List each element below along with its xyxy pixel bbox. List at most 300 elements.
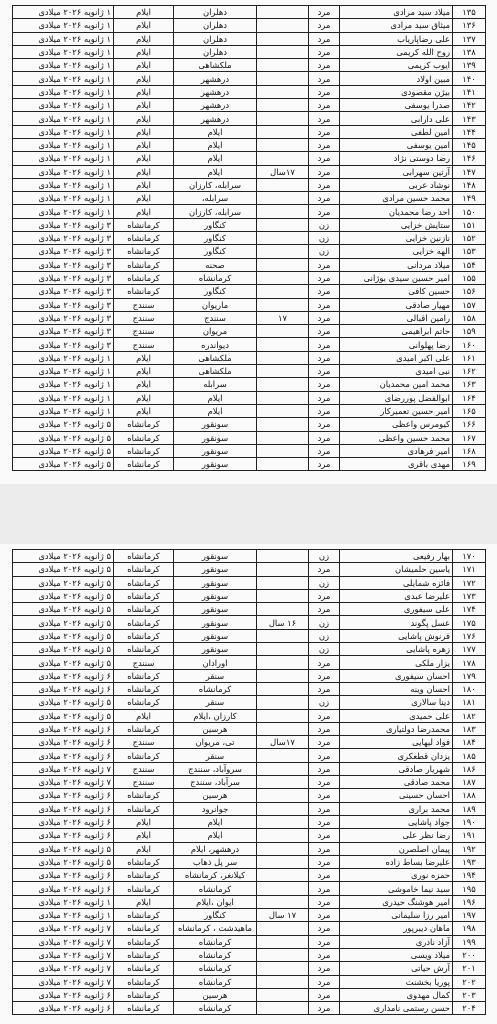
province-cell: کرمانشاه	[114, 616, 174, 629]
date-cell: ۱ ژانویه ۲۰۲۶ میلادی	[13, 6, 114, 19]
table-row	[13, 311, 486, 324]
city-cell: ایلام	[174, 138, 257, 151]
row-number-cell: ۱۴۴	[453, 125, 486, 138]
city-cell: هرسین	[174, 722, 257, 735]
province-cell: کرمانشاه	[114, 922, 174, 935]
city-cell: سنقر	[174, 696, 257, 709]
province-cell: کرمانشاه	[114, 882, 174, 895]
person-name-cell: ایوب کریمی	[340, 59, 453, 72]
city-cell: ایلام	[174, 165, 257, 178]
table-row	[13, 709, 486, 722]
age-cell	[257, 682, 309, 695]
row-number-cell: ۱۵۴	[453, 258, 486, 271]
gender-cell: مرد	[309, 298, 340, 311]
city-cell: کرمانشاه	[174, 935, 257, 948]
table-row	[13, 882, 486, 895]
city-cell: سنندج	[174, 311, 257, 324]
city-cell: سونقور	[174, 643, 257, 656]
person-name-cell: میلاد سید مرادی	[340, 6, 453, 19]
table-row	[13, 232, 486, 245]
city-cell: کرمانشاه	[174, 962, 257, 975]
table-row	[13, 988, 486, 1001]
province-cell: ایلام	[114, 391, 174, 404]
age-cell	[257, 365, 309, 378]
row-number-cell: ۱۵۸	[453, 311, 486, 324]
person-name-cell: پوریا بخشنت	[340, 975, 453, 988]
date-cell: ۳ ژانویه ۲۰۲۶ میلادی	[13, 298, 114, 311]
date-cell: ۶ ژانویه ۲۰۲۶ میلادی	[13, 802, 114, 815]
city-cell: کیلانغر، کرمانشاه	[174, 869, 257, 882]
age-cell	[257, 922, 309, 935]
row-number-cell: ۱۵۶	[453, 285, 486, 298]
table-row	[13, 776, 486, 789]
table-row	[13, 736, 486, 749]
table-row	[13, 603, 486, 616]
province-cell: کرمانشاه	[114, 218, 174, 231]
age-cell	[257, 338, 309, 351]
date-cell: ۵ ژانویه ۲۰۲۶ میلادی	[13, 629, 114, 642]
age-cell	[257, 1002, 309, 1015]
province-cell: ایلام	[114, 99, 174, 112]
gender-cell: زن	[309, 643, 340, 656]
province-cell: ایلام	[114, 45, 174, 58]
city-cell: سونقور	[174, 603, 257, 616]
person-name-cell: میلاد ویسی	[340, 948, 453, 961]
province-cell: کرمانشاه	[114, 975, 174, 988]
table-row	[13, 935, 486, 948]
table-row	[13, 245, 486, 258]
age-cell	[257, 669, 309, 682]
gender-cell: مرد	[309, 431, 340, 444]
date-cell: ۵ ژانویه ۲۰۲۶ میلادی	[13, 550, 114, 563]
row-number-cell: ۱۸۹	[453, 802, 486, 815]
age-cell: ۱۷ سال	[257, 909, 309, 922]
age-cell	[257, 458, 309, 471]
province-cell: ایلام	[114, 829, 174, 842]
age-cell	[257, 6, 309, 19]
table-row	[13, 391, 486, 404]
table-row	[13, 72, 486, 85]
table-row	[13, 178, 486, 191]
city-cell: سونقور	[174, 418, 257, 431]
row-number-cell: ۱۸۵	[453, 749, 486, 762]
city-cell: سونقور	[174, 444, 257, 457]
table-row	[13, 19, 486, 32]
row-number-cell: ۱۵۰	[453, 205, 486, 218]
date-cell: ۱ ژانویه ۲۰۲۶ میلادی	[13, 152, 114, 165]
date-cell: ۱ ژانویه ۲۰۲۶ میلادی	[13, 59, 114, 72]
row-number-cell: ۱۶۷	[453, 431, 486, 444]
date-cell: ۶ ژانویه ۲۰۲۶ میلادی	[13, 669, 114, 682]
date-cell: ۶ ژانویه ۲۰۲۶ میلادی	[13, 736, 114, 749]
person-name-cell: بیژن مقصودی	[340, 85, 453, 98]
table-row	[13, 365, 486, 378]
gender-cell: مرد	[309, 325, 340, 338]
row-number-cell: ۱۷۶	[453, 629, 486, 642]
age-cell	[257, 85, 309, 98]
date-cell: ۵ ژانویه ۲۰۲۶ میلادی	[13, 431, 114, 444]
city-cell: سرابله	[174, 378, 257, 391]
person-name-cell: دینا سالاری	[340, 696, 453, 709]
table-row	[13, 325, 486, 338]
table-row	[13, 550, 486, 563]
table-row	[13, 418, 486, 431]
city-cell: ملکشاهی	[174, 365, 257, 378]
age-cell	[257, 99, 309, 112]
row-number-cell: ۱۷۴	[453, 603, 486, 616]
table-row	[13, 404, 486, 417]
row-number-cell: ۲۰۱	[453, 962, 486, 975]
date-cell: ۶ ژانویه ۲۰۲۶ میلادی	[13, 722, 114, 735]
province-cell: ایلام	[114, 72, 174, 85]
row-number-cell: ۱۹۹	[453, 935, 486, 948]
province-cell: ایلام	[114, 32, 174, 45]
row-number-cell: ۱۳۹	[453, 59, 486, 72]
gender-cell: مرد	[309, 789, 340, 802]
date-cell: ۱ ژانویه ۲۰۲۶ میلادی	[13, 365, 114, 378]
city-cell: ایوان ،ایلام	[174, 895, 257, 908]
gender-cell: مرد	[309, 1002, 340, 1015]
city-cell: سونقور	[174, 589, 257, 602]
row-number-cell: ۱۷۹	[453, 669, 486, 682]
table-row	[13, 431, 486, 444]
person-name-cell: زهره پاشایی	[340, 643, 453, 656]
table-row	[13, 616, 486, 629]
date-cell: ۵ ژانویه ۲۰۲۶ میلادی	[13, 576, 114, 589]
row-number-cell: ۱۷۸	[453, 656, 486, 669]
city-cell: دهلران	[174, 45, 257, 58]
person-name-cell: مهدی باقری	[340, 458, 453, 471]
person-name-cell: رضا پهلوانی	[340, 338, 453, 351]
age-cell	[257, 232, 309, 245]
date-cell: ۱ ژانویه ۲۰۲۶ میلادی	[13, 192, 114, 205]
province-cell: کرمانشاه	[114, 271, 174, 284]
person-name-cell: میلاد مردانی	[340, 258, 453, 271]
gender-cell: مرد	[309, 736, 340, 749]
date-cell: ۳ ژانویه ۲۰۲۶ میلادی	[13, 311, 114, 324]
province-cell: سنندج	[114, 325, 174, 338]
city-cell: هرسین	[174, 988, 257, 1001]
age-cell: ۱۷سال	[257, 165, 309, 178]
date-cell: ۶ ژانویه ۲۰۲۶ میلادی	[13, 815, 114, 828]
province-cell: کرمانشاه	[114, 245, 174, 258]
row-number-cell: ۲۰۰	[453, 948, 486, 961]
row-number-cell: ۱۵۷	[453, 298, 486, 311]
person-name-cell: میثاق سید مرادی	[340, 19, 453, 32]
age-cell	[257, 418, 309, 431]
age-cell	[257, 576, 309, 589]
city-cell: دهلران	[174, 32, 257, 45]
province-cell: سنندج	[114, 762, 174, 775]
person-name-cell: احسان وینه	[340, 682, 453, 695]
person-name-cell: علی رضاپاریاب	[340, 32, 453, 45]
province-cell: کرمانشاه	[114, 962, 174, 975]
province-cell: سنندج	[114, 736, 174, 749]
province-cell: ایلام	[114, 365, 174, 378]
city-cell: سرابله،	[174, 192, 257, 205]
province-cell: ایلام	[114, 125, 174, 138]
row-number-cell: ۱۴۲	[453, 99, 486, 112]
province-cell: کرمانشاه	[114, 458, 174, 471]
age-cell	[257, 855, 309, 868]
age-cell: ۱۷سال	[257, 736, 309, 749]
date-cell: ۶ ژانویه ۲۰۲۶ میلادی	[13, 988, 114, 1001]
age-cell	[257, 589, 309, 602]
row-number-cell: ۱۵۳	[453, 245, 486, 258]
person-name-cell: حمزه نوری	[340, 869, 453, 882]
person-name-cell: علیرضا عبدی	[340, 589, 453, 602]
gender-cell: زن	[309, 218, 340, 231]
person-name-cell: فرنوش پاشایی	[340, 629, 453, 642]
province-cell: کرمانشاه	[114, 285, 174, 298]
person-name-cell: صدرا یوسفی	[340, 99, 453, 112]
city-cell: سرابله، کارزان	[174, 178, 257, 191]
row-number-cell: ۱۴۹	[453, 192, 486, 205]
age-cell	[257, 19, 309, 32]
table-row	[13, 165, 486, 178]
table-row	[13, 789, 486, 802]
person-name-cell: علی دارابی	[340, 112, 453, 125]
victims-table-1	[12, 5, 486, 471]
gender-cell: زن	[309, 696, 340, 709]
age-cell	[257, 629, 309, 642]
age-cell	[257, 869, 309, 882]
date-cell: ۵ ژانویه ۲۰۲۶ میلادی	[13, 418, 114, 431]
date-cell: ۳ ژانویه ۲۰۲۶ میلادی	[13, 285, 114, 298]
city-cell: کنگاور	[174, 245, 257, 258]
age-cell	[257, 351, 309, 364]
age-cell	[257, 192, 309, 205]
age-cell	[257, 112, 309, 125]
gender-cell: مرد	[309, 404, 340, 417]
date-cell: ۶ ژانویه ۲۰۲۶ میلادی	[13, 749, 114, 762]
province-cell: کرمانشاه	[114, 629, 174, 642]
age-cell	[257, 178, 309, 191]
row-number-cell: ۱۶۱	[453, 351, 486, 364]
province-cell: ایلام	[114, 138, 174, 151]
province-cell: ایلام	[114, 351, 174, 364]
gender-cell: مرد	[309, 802, 340, 815]
person-name-cell: آرش حیاتی	[340, 962, 453, 975]
age-cell	[257, 935, 309, 948]
city-cell: سونقور	[174, 458, 257, 471]
person-name-cell: امیر رزا سلیمانی	[340, 909, 453, 922]
person-name-cell: ابوالفضل پوررضای	[340, 391, 453, 404]
gender-cell: مرد	[309, 682, 340, 695]
gender-cell: مرد	[309, 962, 340, 975]
gender-cell: مرد	[309, 829, 340, 842]
age-cell	[257, 32, 309, 45]
row-number-cell: ۱۳۵	[453, 6, 486, 19]
person-name-cell: حسین کافی	[340, 285, 453, 298]
gender-cell: زن	[309, 232, 340, 245]
province-cell: سنندج	[114, 298, 174, 311]
gender-cell: مرد	[309, 125, 340, 138]
person-name-cell: نازنین خزایی	[340, 232, 453, 245]
gender-cell: زن	[309, 576, 340, 589]
city-cell: سرآباد، سنندج	[174, 776, 257, 789]
gender-cell: مرد	[309, 365, 340, 378]
province-cell: کرمانشاه	[114, 1002, 174, 1015]
age-cell	[257, 444, 309, 457]
city-cell: درهشهر، ایلام	[174, 842, 257, 855]
table-row	[13, 829, 486, 842]
province-cell: کرمانشاه	[114, 550, 174, 563]
gender-cell: مرد	[309, 165, 340, 178]
date-cell: ۷ ژانویه ۲۰۲۶ میلادی	[13, 922, 114, 935]
row-number-cell: ۱۷۳	[453, 589, 486, 602]
row-number-cell: ۱۴۱	[453, 85, 486, 98]
table-row	[13, 815, 486, 828]
table-row	[13, 192, 486, 205]
gender-cell: مرد	[309, 869, 340, 882]
date-cell: ۵ ژانویه ۲۰۲۶ میلادی	[13, 696, 114, 709]
table-row	[13, 962, 486, 975]
table-row	[13, 351, 486, 364]
gender-cell: مرد	[309, 19, 340, 32]
person-name-cell: امیر حسین سیدی بوژانی	[340, 271, 453, 284]
age-cell	[257, 962, 309, 975]
age-cell: ۱۷	[257, 311, 309, 324]
person-name-cell: نوشاد عربی	[340, 178, 453, 191]
gender-cell: مرد	[309, 138, 340, 151]
city-cell: کنگاور	[174, 232, 257, 245]
age-cell	[257, 789, 309, 802]
province-cell: ایلام	[114, 404, 174, 417]
date-cell: ۵ ژانویه ۲۰۲۶ میلادی	[13, 656, 114, 669]
city-cell: ملکشاهی	[174, 351, 257, 364]
table-row	[13, 32, 486, 45]
date-cell: ۵ ژانویه ۲۰۲۶ میلادی	[13, 444, 114, 457]
table-row	[13, 656, 486, 669]
province-cell: کرمانشاه	[114, 258, 174, 271]
province-cell: ایلام	[114, 815, 174, 828]
row-number-cell: ۱۸۶	[453, 762, 486, 775]
gender-cell: مرد	[309, 72, 340, 85]
date-cell: ۱ ژانویه ۲۰۲۶ میلادی	[13, 205, 114, 218]
province-cell: ایلام	[114, 205, 174, 218]
date-cell: ۶ ژانویه ۲۰۲۶ میلادی	[13, 869, 114, 882]
row-number-cell: ۱۹۰	[453, 815, 486, 828]
person-name-cell: امیر فرهادی	[340, 444, 453, 457]
person-name-cell: بهار رفیعی	[340, 550, 453, 563]
date-cell: ۳ ژانویه ۲۰۲۶ میلادی	[13, 271, 114, 284]
province-cell: کرمانشاه	[114, 988, 174, 1001]
person-name-cell: یزدان قطعکری	[340, 749, 453, 762]
date-cell: ۱ ژانویه ۲۰۲۶ میلادی	[13, 165, 114, 178]
gender-cell: مرد	[309, 99, 340, 112]
city-cell: دهلران	[174, 6, 257, 19]
date-cell: ۶ ژانویه ۲۰۲۶ میلادی	[13, 882, 114, 895]
gender-cell: مرد	[309, 418, 340, 431]
city-cell: کرمانشاه	[174, 682, 257, 695]
table-row	[13, 669, 486, 682]
table-row	[13, 629, 486, 642]
person-name-cell: یاسین حلمیشان	[340, 563, 453, 576]
age-cell	[257, 298, 309, 311]
row-number-cell: ۱۷۷	[453, 643, 486, 656]
row-number-cell: ۱۶۴	[453, 391, 486, 404]
table-row	[13, 855, 486, 868]
table-row	[13, 762, 486, 775]
age-cell	[257, 948, 309, 961]
gender-cell: مرد	[309, 285, 340, 298]
gender-cell: مرد	[309, 563, 340, 576]
table-row	[13, 125, 486, 138]
date-cell: ۵ ژانویه ۲۰۲۶ میلادی	[13, 616, 114, 629]
gender-cell: مرد	[309, 762, 340, 775]
province-cell: کرمانشاه	[114, 576, 174, 589]
city-cell: اورادان	[174, 656, 257, 669]
province-cell: کرمانشاه	[114, 696, 174, 709]
age-cell	[257, 550, 309, 563]
person-name-cell: محمد حسین مرادی	[340, 192, 453, 205]
table-row	[13, 909, 486, 922]
table-row	[13, 749, 486, 762]
table-row	[13, 895, 486, 908]
date-cell: ۳ ژانویه ۲۰۲۶ میلادی	[13, 338, 114, 351]
row-number-cell: ۲۰۴	[453, 1002, 486, 1015]
row-number-cell: ۱۵۱	[453, 218, 486, 231]
province-cell: سنندج	[114, 311, 174, 324]
date-cell: ۶ ژانویه ۲۰۲۶ میلادی	[13, 682, 114, 695]
gender-cell: مرد	[309, 603, 340, 616]
city-cell: کرمانشاه	[174, 271, 257, 284]
table-row	[13, 802, 486, 815]
date-cell: ۱ ژانویه ۲۰۲۶ میلادی	[13, 351, 114, 364]
person-name-cell: حاتم ابراهیمی	[340, 325, 453, 338]
table-row	[13, 563, 486, 576]
row-number-cell: ۱۸۲	[453, 709, 486, 722]
province-cell: ایلام	[114, 112, 174, 125]
person-name-cell: شهریار صادقی	[340, 762, 453, 775]
date-cell: ۳ ژانویه ۲۰۲۶ میلادی	[13, 258, 114, 271]
city-cell: کنگاور	[174, 909, 257, 922]
row-number-cell: ۲۰۲	[453, 975, 486, 988]
age-cell	[257, 563, 309, 576]
row-number-cell: ۱۵۹	[453, 325, 486, 338]
gender-cell: مرد	[309, 709, 340, 722]
person-name-cell: جواد پاشایی	[340, 815, 453, 828]
gender-cell: مرد	[309, 922, 340, 935]
city-cell: ملکشاهی	[174, 59, 257, 72]
gender-cell: مرد	[309, 975, 340, 988]
row-number-cell: ۱۸۰	[453, 682, 486, 695]
person-name-cell: سید نیما خاموشی	[340, 882, 453, 895]
gender-cell: مرد	[309, 338, 340, 351]
gender-cell: مرد	[309, 391, 340, 404]
city-cell: تی، مریوان	[174, 736, 257, 749]
table-row	[13, 85, 486, 98]
age-cell: ۱۶ سال	[257, 616, 309, 629]
date-cell: ۷ ژانویه ۲۰۲۶ میلادی	[13, 935, 114, 948]
gender-cell: مرد	[309, 112, 340, 125]
province-cell: کرمانشاه	[114, 444, 174, 457]
table-row	[13, 218, 486, 231]
age-cell	[257, 431, 309, 444]
person-name-cell: امیر حسین تعمیرکار	[340, 404, 453, 417]
age-cell	[257, 988, 309, 1001]
gender-cell: مرد	[309, 178, 340, 191]
person-name-cell: امین لطفی	[340, 125, 453, 138]
date-cell: ۱ ژانویه ۲۰۲۶ میلادی	[13, 85, 114, 98]
table-row	[13, 576, 486, 589]
table-row	[13, 444, 486, 457]
city-cell: ایلام	[174, 152, 257, 165]
row-number-cell: ۱۴۰	[453, 72, 486, 85]
city-cell: سروآباد، سنندج	[174, 762, 257, 775]
gender-cell: مرد	[309, 32, 340, 45]
